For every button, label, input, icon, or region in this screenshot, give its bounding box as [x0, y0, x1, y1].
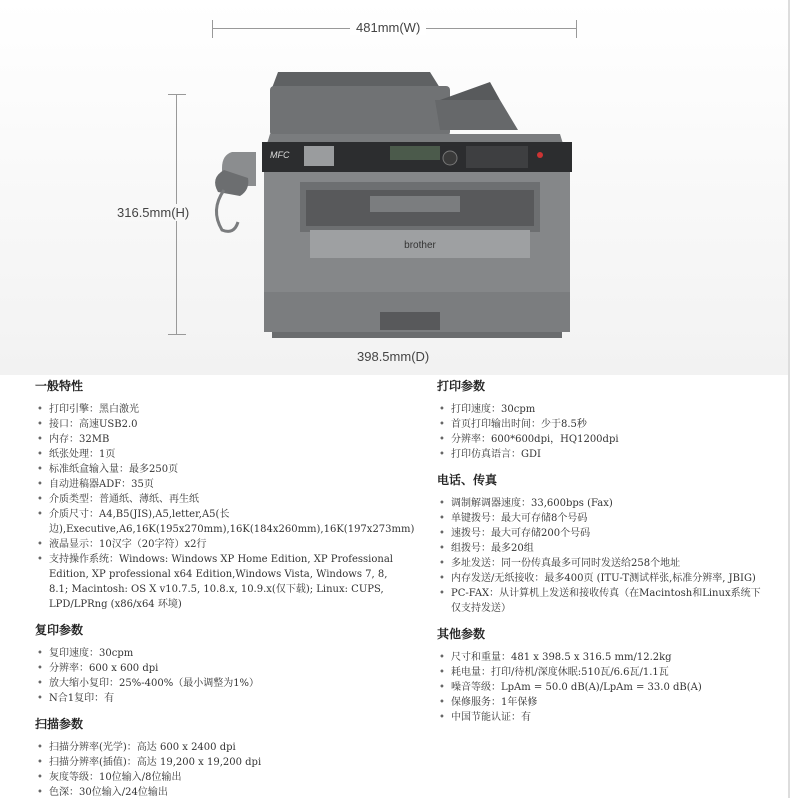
spec-item: • 中国节能认证：有 [437, 710, 762, 725]
spec-item: • 单键拨号：最大可存储8个号码 [437, 511, 762, 526]
spec-item: • 灰度等级：10位输入/8位输出 [35, 770, 405, 785]
spec-item: • 打印仿真语言：GDI [437, 447, 762, 462]
spec-item: • 打印引擎：黑白激光 [35, 402, 405, 417]
spec-item: • 接口：高速USB2.0 [35, 417, 405, 432]
product-hero [0, 0, 790, 375]
section-title: 复印参数 [35, 623, 84, 637]
spec-item: • 扫描分辨率(插值)：高达 19,200 x 19,200 dpi [35, 755, 405, 770]
height-tick-bottom [168, 334, 186, 335]
spec-item: • 复印速度：30cpm [35, 646, 405, 661]
spec-item: • 分辨率：600 x 600 dpi [35, 661, 405, 676]
height-tick-top [168, 94, 186, 95]
spec-item: • 尺寸和重量：481 x 398.5 x 316.5 mm/12.2kg [437, 650, 762, 665]
spec-item: • 支持操作系统：Windows: Windows XP Home Edition, XP Professional Edition, XP professional x64 Edition,Windows Vista, Windows 7, 8, 8.1; Macintosh: OS X v10.7.5, 10.8.x, 10.9.x(仅下载); Linux: CUPS, LPD/LPRng (x86/x64 环境) [35, 552, 405, 612]
section-title: 电话、传真 [437, 473, 498, 487]
spec-list [35, 402, 415, 612]
spec-list [437, 496, 762, 616]
height-label: 316.5mm(H) [117, 205, 190, 220]
spec-item: • 介质尺寸：A4,B5(JIS),A5,letter,A5(长边),Executive,A6,16K(195x270mm),16K(184x260mm),16K(197x273mm) [35, 507, 405, 537]
spec-item: • 标准纸盒输入量：最多250页 [35, 462, 405, 477]
section-title: 一般特性 [35, 379, 84, 393]
section-title: 扫描参数 [35, 717, 84, 731]
width-tick-left [212, 20, 213, 38]
spec-item: • 放大缩小复印：25%-400%（最小调整为1%） [35, 676, 405, 691]
spec-item: • 内存：32MB [35, 432, 405, 447]
spec-item: • 多址发送：同一份传真最多可同时发送给258个地址 [437, 556, 762, 571]
spec-list [437, 402, 762, 462]
spec-item: • 打印速度：30cpm [437, 402, 762, 417]
section-title: 打印参数 [437, 379, 486, 393]
spec-item: • 噪音等级：LpAm = 50.0 dB(A)/LpAm = 33.0 dB(A) [437, 680, 762, 695]
width-label: 481mm(W) [350, 20, 426, 35]
spec-item: • 液晶显示：10汉字（20字符）x2行 [35, 537, 405, 552]
spec-list [35, 646, 405, 706]
brand-logo: brother [404, 240, 436, 251]
spec-list [35, 740, 405, 800]
section-title: 其他参数 [437, 627, 486, 641]
spec-item: • 保修服务：1年保修 [437, 695, 762, 710]
width-tick-right [576, 20, 577, 38]
spec-list [437, 650, 762, 725]
spec-item: • N合1复印：有 [35, 691, 405, 706]
spec-item: • 内存发送/无纸接收：最多400页 (ITU-T测试样张,标准分辨率, JBIG) [437, 571, 762, 586]
spec-item: • 扫描分辨率(光学)：高达 600 x 2400 dpi [35, 740, 405, 755]
spec-item: • 速拨号：最大可存储200个号码 [437, 526, 762, 541]
spec-item: • 首页打印输出时间：少于8.5秒 [437, 417, 762, 432]
spec-item: • 色深：30位输入/24位输出 [35, 785, 405, 800]
spec-item: • 自动进稿器ADF：35页 [35, 477, 405, 492]
spec-item: • 调制解调器速度：33,600bps (Fax) [437, 496, 762, 511]
spec-item: • 介质类型：普通纸、薄纸、再生纸 [35, 492, 405, 507]
depth-label: 398.5mm(D) [357, 349, 430, 364]
left-spec-column [35, 378, 415, 810]
model-badge: MFC [270, 150, 290, 160]
spec-item: • 纸张处理：1页 [35, 447, 405, 462]
spec-item: • PC-FAX：从计算机上发送和接收传真（在Macintosh和Linux系统下仅支持发送） [437, 586, 762, 616]
spec-item: • 组拨号：最多20组 [437, 541, 762, 556]
right-spec-column [437, 378, 762, 735]
spec-item: • 分辨率：600*600dpi，HQ1200dpi [437, 432, 762, 447]
printer-illustration [200, 60, 580, 345]
spec-item: • 耗电量：打印/待机/深度休眠:510瓦/6.6瓦/1.1瓦 [437, 665, 762, 680]
